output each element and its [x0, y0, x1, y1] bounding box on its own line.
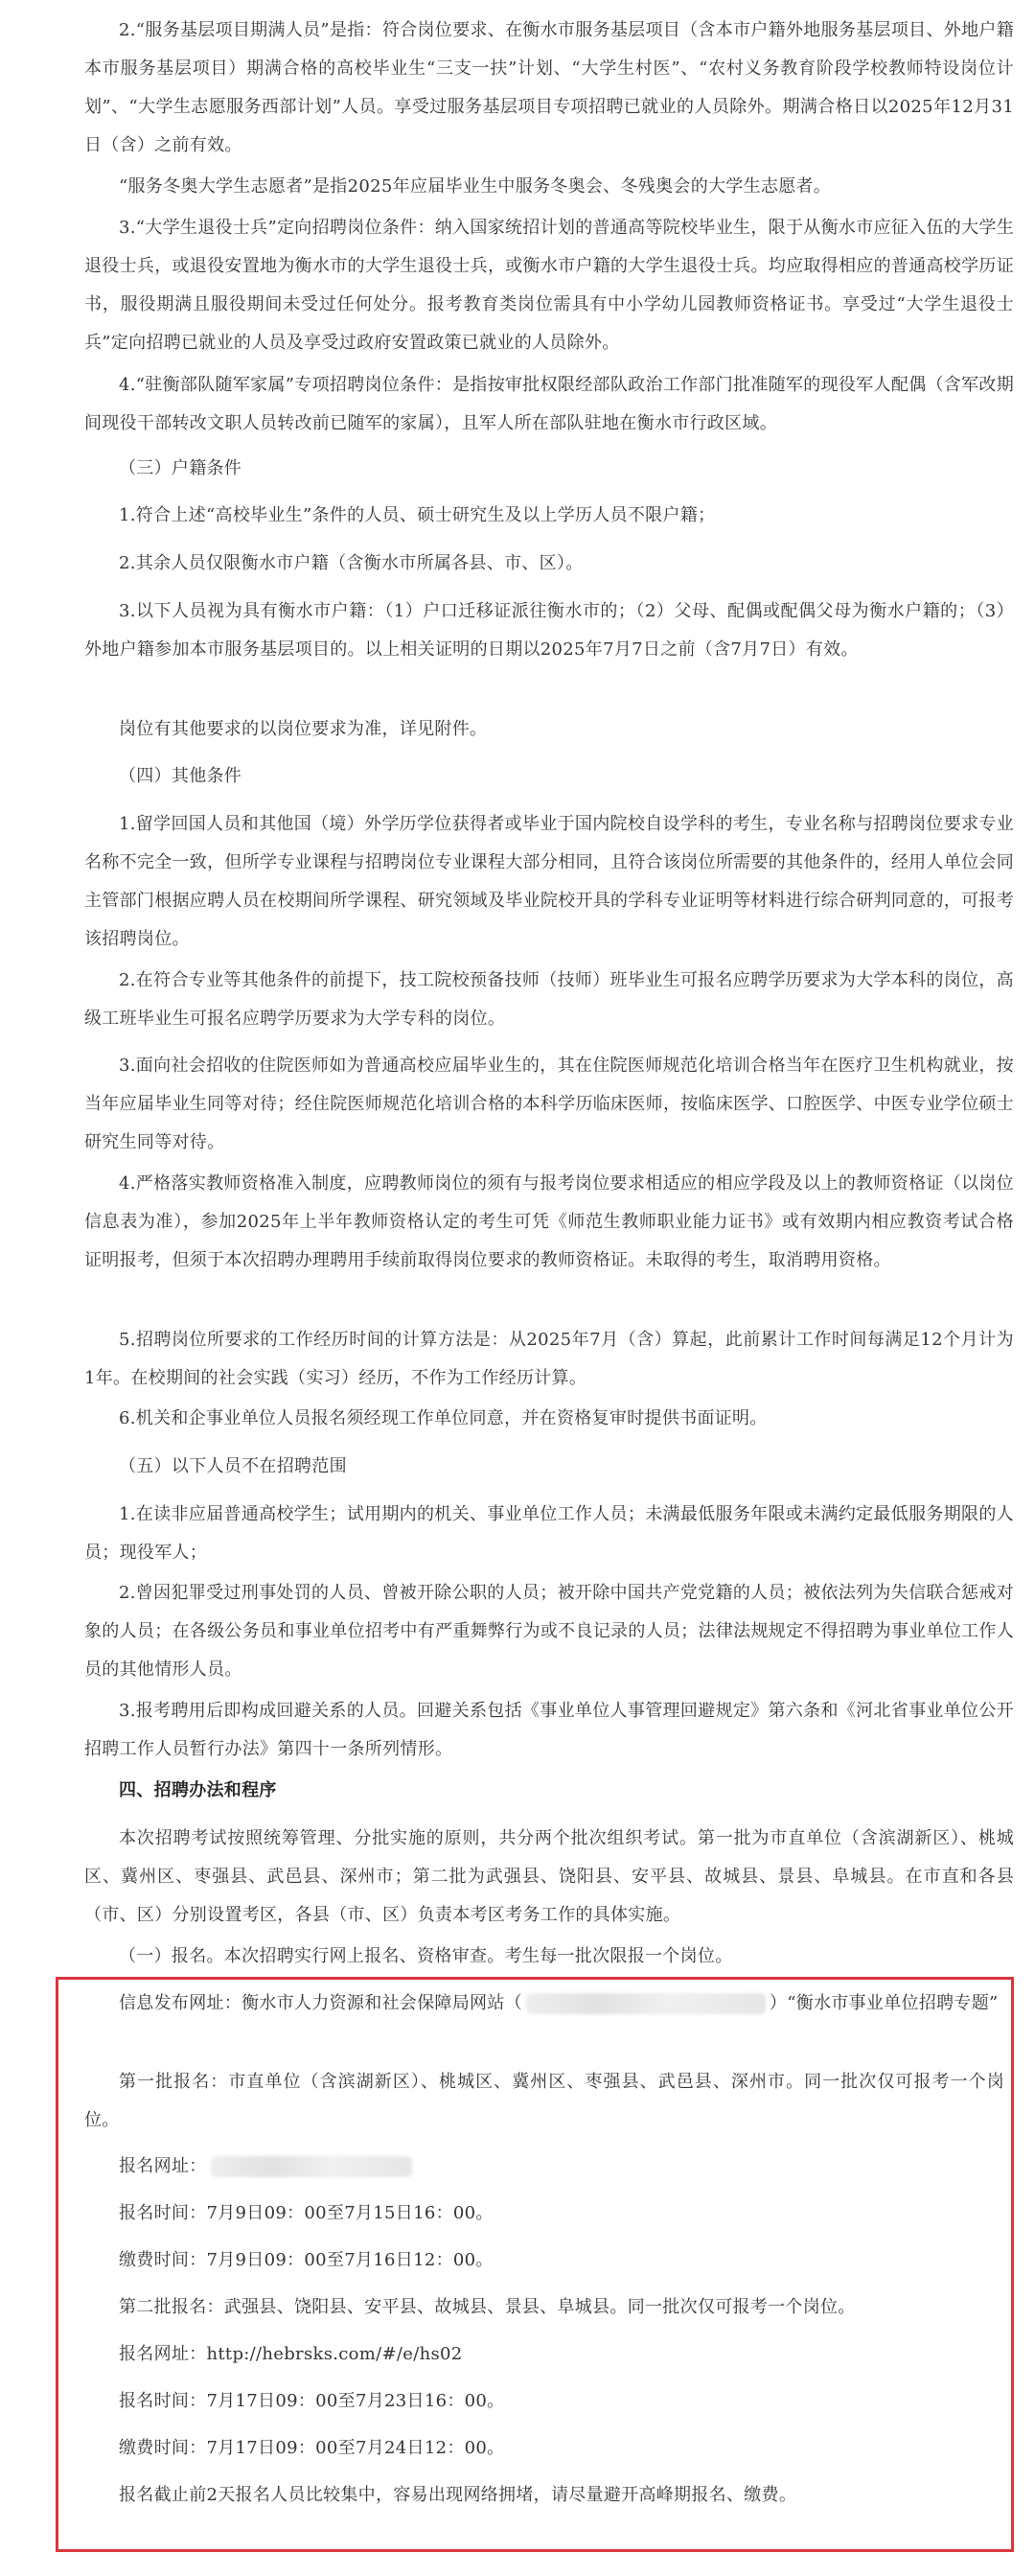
para-household-3: 3.以下人员视为具有衡水市户籍：（1）户口迁移证派往衡水市的；（2）父母、配偶或配偶父母为衡水户籍的；（3）外地户籍参加本市服务基层项目的。以上相关证明的日期以2025年7月7日之前（含7月7日）有效。 — [84, 601, 1014, 660]
para-overseas-students: 1.留学回国人员和其他国（境）外学历学位获得者或毕业于国内院校自设学科的考生，专业名称与招聘岗位要求专业名称不完全一致，但所学专业课程与招聘岗位专业课程大部分相同，且符合该岗位所需要的其他条件的，经用人单位会同主管部门根据应聘人员在校期间所学课程、研究领域及毕业院校开具的学科专业证明等材料进行综合研判同意的，可报考该招聘岗位。 — [84, 814, 1014, 949]
batch2-registration-time: 报名时间：7月17日09：00至7月23日16：00。 — [119, 2391, 505, 2411]
para-household-1: 1.符合上述“高校毕业生”条件的人员、硕士研究生及以上学历人员不限户籍； — [119, 505, 716, 525]
para-work-experience: 5.招聘岗位所要求的工作经历时间的计算方法是：从2025年7月（含）算起，此前累计工作时间每满足12个月计为1年。在校期间的社会实践（实习）经历，不作为工作经历计算。 — [84, 1330, 1014, 1388]
para-veteran-students: 3.“大学生退役士兵”定向招聘岗位条件：纳入国家统招计划的普通高等院校毕业生，限于从衡水市应征入伍的大学生退役士兵，或退役安置地为衡水市的大学生退役士兵，或衡水市户籍的大学生退役士兵。均应取得相应的普通高校学历证书，服役期满且服役期间未受过任何处分。报考教育类岗位需具有中小学幼儿园教师资格证书。享受过“大学生退役士兵”定向招聘已就业的人员及享受过政府安置政策已就业的人员除外。 — [84, 218, 1014, 353]
info-site-prefix: 信息发布网址：衡水市人力资源和社会保障局网站（ — [119, 1993, 522, 2013]
para-excluded-1: 1.在读非应届普通高校学生；试用期内的机关、事业单位工作人员；未满最低服务年限或未满约定最低服务期限的人员；现役军人； — [84, 1504, 1014, 1563]
batch1-registration: 第一批报名：市直单位（含滨湖新区）、桃城区、冀州区、枣强县、武邑县、深州市。同一批次仅可报考一个岗位。 — [84, 2072, 1004, 2130]
batch2-registration: 第二批报名：武强县、饶阳县、安平县、故城县、景县、阜城县。同一批次仅可报考一个岗位。 — [119, 2297, 856, 2317]
para-position-requirements: 岗位有其他要求的以岗位要求为准，详见附件。 — [119, 719, 488, 739]
para-military-family: 4.“驻衡部队随军家属”专项招聘岗位条件：是指按审批权限经部队政治工作部门批准随军的现役军人配偶（含军改期间现役干部转改文职人员转改前已随军的家属），且军人所在部队驻地在衡水市行政区域。 — [84, 375, 1014, 433]
batch2-payment-time: 缴费时间：7月17日09：00至7月24日12：00。 — [119, 2438, 505, 2458]
para-resident-physicians: 3.面向社会招收的住院医师如为普通高校应届毕业生的，其在住院医师规范化培训合格当年在医疗卫生机构就业，按当年应届毕业生同等对待；经住院医师规范化培训合格的本科学历临床医师，按临床医学、口腔医学、中医专业学位硕士研究生同等对待。 — [84, 1056, 1014, 1152]
batch1-payment-time: 缴费时间：7月9日09：00至7月16日12：00。 — [119, 2250, 494, 2270]
heading-household-conditions: （三）户籍条件 — [119, 458, 242, 478]
para-teacher-qualification: 4.严格落实教师资格准入制度，应聘教师岗位的须有与报考岗位要求相适应的相应学段及以上的教师资格证（以岗位信息表为准），参加2025年上半年教师资格认定的考生可凭《师范生教师职业能力证书》或有效期内相应教资考试合格证明报考，但须于本次招聘办理聘用手续前取得岗位要求的教师资格证。未取得的考生，取消聘用资格。 — [84, 1173, 1014, 1270]
para-winter-olympics-volunteer: “服务冬奥大学生志愿者”是指2025年应届毕业生中服务冬奥会、冬残奥会的大学生志愿者。 — [119, 176, 832, 197]
para-excluded-2: 2.曾因犯罪受过刑事处罚的人员、曾被开除公职的人员；被开除中国共产党党籍的人员；被依法列为失信联合惩戒对象的人员；在各级公务员和事业单位招考中有严重舞弊行为或不良记录的人员；法律法规规定不得招聘为事业单位工作人员的其他情形人员。 — [84, 1583, 1014, 1680]
para-employer-consent: 6.机关和企事业单位人员报名须经现工作单位同意，并在资格复审时提供书面证明。 — [119, 1408, 768, 1428]
redacted-url — [211, 2156, 412, 2177]
para-household-2: 2.其余人员仅限衡水市户籍（含衡水市所属各县、市、区）。 — [119, 553, 584, 573]
para-excluded-3: 3.报考聘用后即构成回避关系的人员。回避关系包括《事业单位人事管理回避规定》第六条和《河北省事业单位公开招聘工作人员暂行办法》第四十一条所列情形。 — [84, 1701, 1014, 1759]
para-service-project: 2.“服务基层项目期满人员”是指：符合岗位要求、在衡水市服务基层项目（含本市户籍外地服务基层项目、外地户籍本市服务基层项目）期满合格的高校毕业生“三支一扶”计划、“大学生村医”、“农村义务教育阶段学校教师特设岗位计划”、“大学生志愿服务西部计划”人员。享受过服务基层项目专项招聘已就业的人员除外。期满合格日以2025年12月31日（含）之前有效。 — [84, 20, 1014, 155]
heading-excluded-persons: （五）以下人员不在招聘范围 — [119, 1456, 347, 1476]
batch2-url[interactable]: 报名网址：http://hebrsks.com/#/e/hs02 — [119, 2344, 463, 2364]
registration-note: 报名截止前2天报名人员比较集中，容易出现网络拥堵，请尽量避开高峰期报名、缴费。 — [119, 2485, 797, 2505]
batch1-url-line — [84, 2147, 1004, 2186]
para-registration: （一）报名。本次招聘实行网上报名、资格审查。考生每一批次限报一个岗位。 — [119, 1946, 733, 1966]
batch1-registration-time: 报名时间：7月9日09：00至7月15日16：00。 — [119, 2203, 494, 2223]
info-site-suffix: ）“衡水市事业单位招聘专题” — [769, 1993, 999, 2013]
para-technical-school: 2.在符合专业等其他条件的前提下，技工院校预备技师（技师）班毕业生可报名应聘学历要求为大学本科的岗位，高级工班毕业生可报名应聘学历要求为大学专科的岗位。 — [84, 970, 1014, 1029]
heading-other-conditions: （四）其他条件 — [119, 766, 242, 786]
section-heading-recruitment-procedure: 四、招聘办法和程序 — [119, 1780, 277, 1800]
para-exam-batches: 本次招聘考试按照统筹管理、分批实施的原则，共分两个批次组织考试。第一批为市直单位（含滨湖新区）、桃城区、冀州区、枣强县、武邑县、深州市；第二批为武强县、饶阳县、安平县、故城县、景县、阜城县。在市直和各县（市、区）分别设置考区，各县（市、区）负责本考区考务工作的具体实施。 — [84, 1828, 1014, 1925]
batch1-url-label: 报名网址： — [119, 2156, 207, 2176]
